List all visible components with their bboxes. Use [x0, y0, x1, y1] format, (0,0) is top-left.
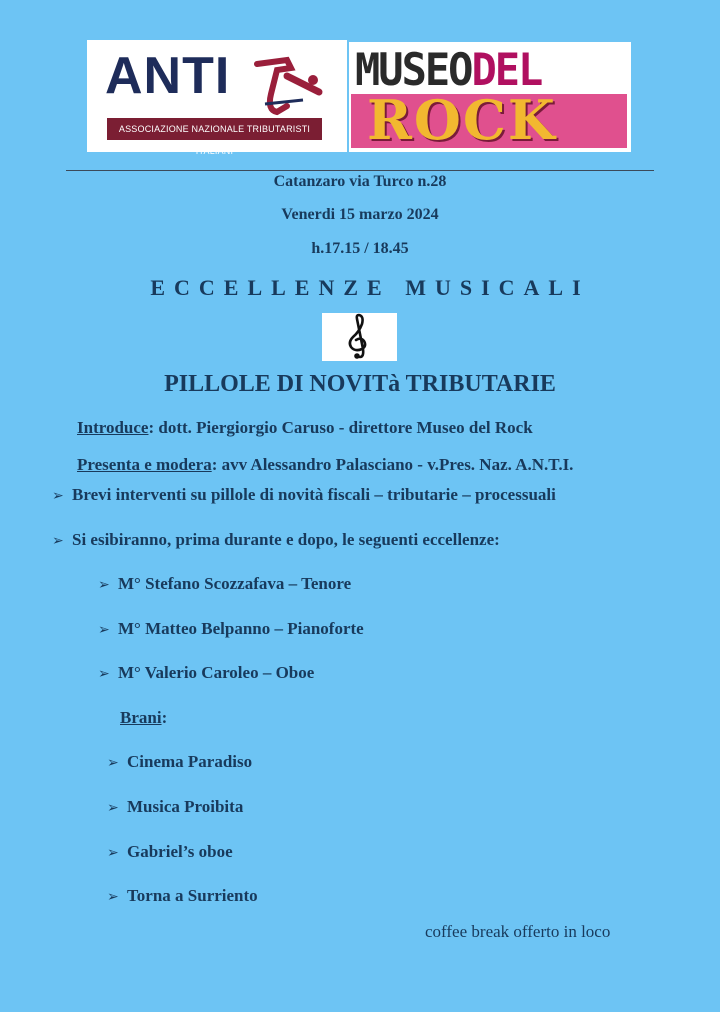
bullet-text: Si esibiranno, prima durante e dopo, le seguenti eccellenze:	[72, 530, 500, 549]
brano-text: Torna a Surriento	[127, 886, 258, 905]
brani-colon: :	[161, 708, 168, 727]
museo-del-rock-logo	[349, 42, 631, 152]
brano-item	[107, 842, 233, 862]
event-title: ECCELLENZE MUSICALI	[150, 275, 590, 300]
presenta-line	[77, 455, 573, 475]
performer-text: M° Matteo Belpanno – Pianoforte	[118, 619, 364, 638]
brano-item	[107, 886, 258, 906]
brano-text: Gabriel’s oboe	[127, 842, 233, 861]
anti-emblem-icon	[247, 54, 327, 118]
anti-logo	[87, 40, 347, 156]
presenta-label: Presenta e modera	[77, 455, 212, 474]
performer-item	[98, 619, 364, 639]
arrow-bullet-icon: ➢	[98, 622, 110, 638]
arrow-bullet-icon: ➢	[52, 488, 64, 504]
anti-logo-word: ANTI	[105, 47, 231, 105]
bullet-text: Brevi interventi su pillole di novità fiscali – tributarie – processuali	[72, 485, 556, 504]
arrow-bullet-icon: ➢	[98, 577, 110, 593]
brano-item	[107, 797, 243, 817]
del-word: DEL	[471, 44, 542, 96]
brani-label: Brani	[120, 708, 162, 727]
presenta-text: : avv Alessandro Palasciano - v.Pres. Naz. A.N.T.I.	[211, 455, 574, 474]
arrow-bullet-icon: ➢	[107, 889, 119, 905]
coffee-break-note: coffee break offerto in loco	[425, 922, 611, 941]
museo-word: MUSEO	[355, 44, 472, 96]
list-item	[52, 530, 500, 550]
brano-text: Cinema Paradiso	[127, 752, 253, 771]
brano-item	[107, 752, 252, 772]
arrow-bullet-icon: ➢	[52, 533, 64, 549]
introduce-line	[77, 418, 533, 438]
introduce-label: Introduce	[77, 418, 149, 437]
brani-heading	[120, 708, 167, 728]
performer-text: M° Valerio Caroleo – Oboe	[118, 663, 315, 682]
event-time: h.17.15 / 18.45	[311, 240, 409, 257]
arrow-bullet-icon: ➢	[98, 666, 110, 682]
brano-text: Musica Proibita	[127, 797, 244, 816]
list-item	[52, 485, 556, 505]
performer-item	[98, 663, 314, 683]
arrow-bullet-icon: ➢	[107, 845, 119, 861]
anti-logo-subtitle: ASSOCIAZIONE NAZIONALE TRIBUTARISTI ITALIANI	[107, 118, 322, 140]
performer-item	[98, 574, 351, 594]
performer-text: M° Stefano Scozzafava – Tenore	[118, 574, 352, 593]
header-divider	[66, 170, 654, 171]
introduce-text: : dott. Piergiorgio Caruso - direttore Museo del Rock	[148, 418, 533, 437]
arrow-bullet-icon: ➢	[107, 800, 119, 816]
rock-logo-word: ROCK	[367, 88, 557, 152]
treble-clef-icon	[322, 313, 397, 361]
event-subtitle: PILLOLE DI NOVITà TRIBUTARIE	[164, 371, 556, 397]
event-place: Catanzaro via Turco n.28	[273, 173, 447, 190]
event-date: Venerdi 15 marzo 2024	[281, 206, 439, 223]
arrow-bullet-icon: ➢	[107, 755, 119, 771]
